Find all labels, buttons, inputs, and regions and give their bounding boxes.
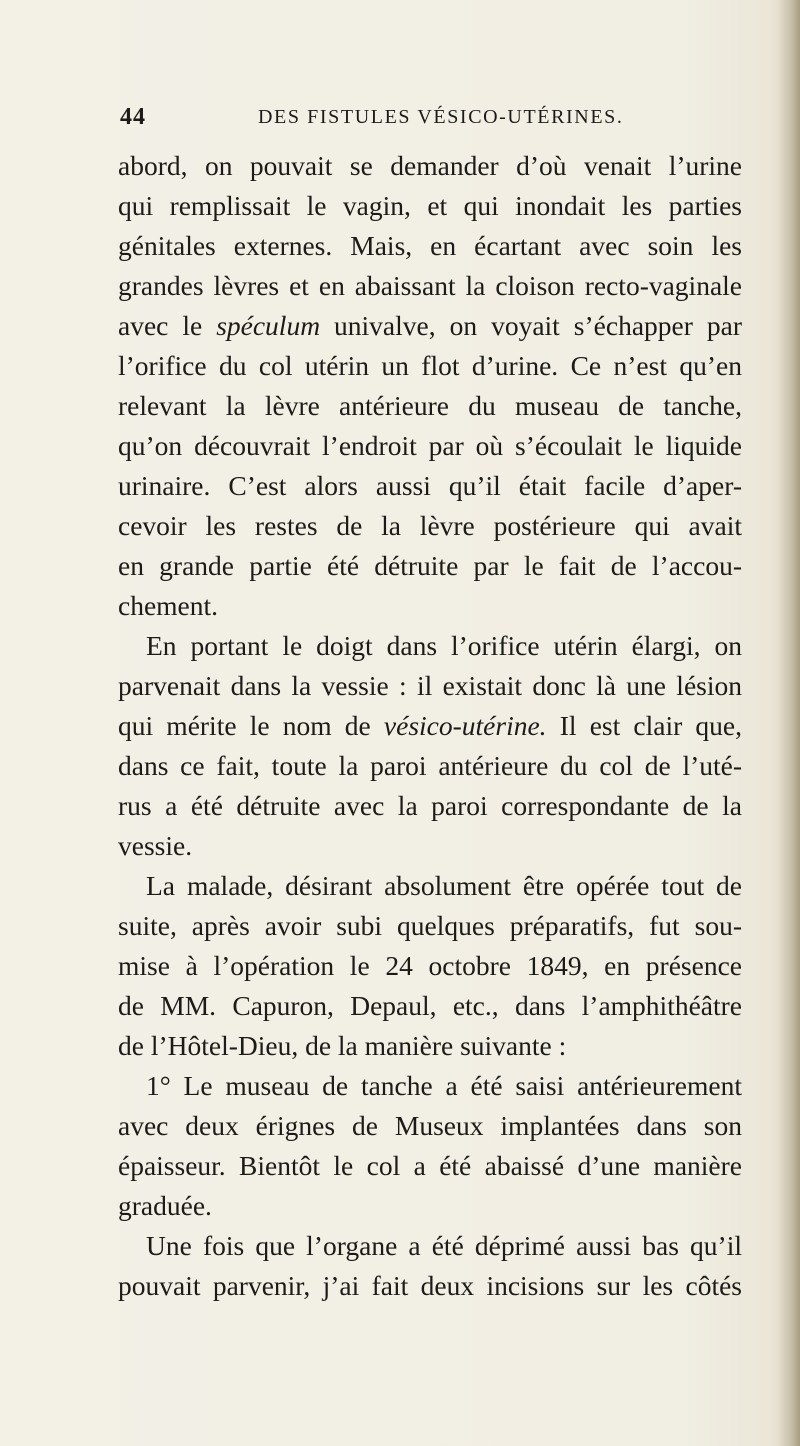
text-line-with-italic xyxy=(118,306,742,346)
text-line: dans ce fait, toute la paroi antérieure du col de l’uté- xyxy=(118,750,742,781)
text-line: qu’on découvrait l’endroit par où s’écoulait le liquide xyxy=(118,430,742,461)
text-line: l’orifice du col utérin un flot d’urine. Ce n’est qu’en xyxy=(118,350,742,381)
paragraph-end-line: de l’Hôtel-Dieu, de la manière suivante : xyxy=(118,1030,567,1061)
text-line: avec deux érignes de Museux implantées dans son xyxy=(118,1110,742,1141)
text-line: en grande partie été détruite par le fait de l’accou- xyxy=(118,550,742,581)
paragraph-end-line: vessie. xyxy=(118,830,193,861)
text-line: génitales externes. Mais, en écartant avec soin les xyxy=(118,230,742,261)
text-run: qui mérite le nom de xyxy=(118,710,384,741)
text-line: qui remplissait le vagin, et qui inondait les parties xyxy=(118,190,742,221)
text-line: mise à l’opération le 24 octobre 1849, en présence xyxy=(118,950,742,981)
body-text xyxy=(118,146,742,1306)
text-run: Il est clair que, xyxy=(546,710,743,741)
text-line: urinaire. C’est alors aussi qu’il était facile d’aper- xyxy=(118,470,742,501)
text-line: parvenait dans la vessie : il existait donc là une lésion xyxy=(118,670,742,701)
text-line: pouvait parvenir, j’ai fait deux incisions sur les côtés xyxy=(118,1270,742,1301)
text-line-with-italic xyxy=(118,706,742,746)
text-line: relevant la lèvre antérieure du museau de tanche, xyxy=(118,390,742,421)
text-line: suite, après avoir subi quelques préparatifs, fut sou- xyxy=(118,910,742,941)
text-line: rus a été détruite avec la paroi correspondante de la xyxy=(118,790,742,821)
paragraph-start-line: 1° Le museau de tanche a été saisi antérieurement xyxy=(146,1070,742,1101)
paragraph-start-line: Une fois que l’organe a été déprimé aussi bas qu’il xyxy=(146,1230,742,1261)
italic-term-vesico-uterine: vésico-utérine. xyxy=(383,710,547,741)
page-header xyxy=(120,104,760,134)
text-line: grandes lèvres et en abaissant la cloison recto-vaginale xyxy=(118,270,742,301)
paragraph-start-line: En portant le doigt dans l’orifice utérin élargi, on xyxy=(146,630,742,661)
paragraph-end-line: graduée. xyxy=(118,1190,212,1221)
text-line: de MM. Capuron, Depaul, etc., dans l’amphithéâtre xyxy=(118,990,742,1021)
text-line: épaisseur. Bientôt le col a été abaissé d’une manière xyxy=(118,1150,742,1181)
text-line: abord, on pouvait se demander d’où venait l’urine xyxy=(118,150,742,181)
paragraph-start-line: La malade, désirant absolument être opérée tout de xyxy=(146,870,742,901)
paragraph-end-line: chement. xyxy=(118,590,219,621)
text-run: avec le xyxy=(118,310,217,341)
text-line: cevoir les restes de la lèvre postérieure qui avait xyxy=(118,510,742,541)
italic-term-speculum: spéculum xyxy=(216,310,321,341)
page-number: 44 xyxy=(120,104,146,130)
text-run: univalve, on voyait s’échapper par xyxy=(320,310,742,341)
running-title: DES FISTULES VÉSICO-UTÉRINES. xyxy=(258,106,624,128)
page-edge-shadow xyxy=(778,0,800,1446)
